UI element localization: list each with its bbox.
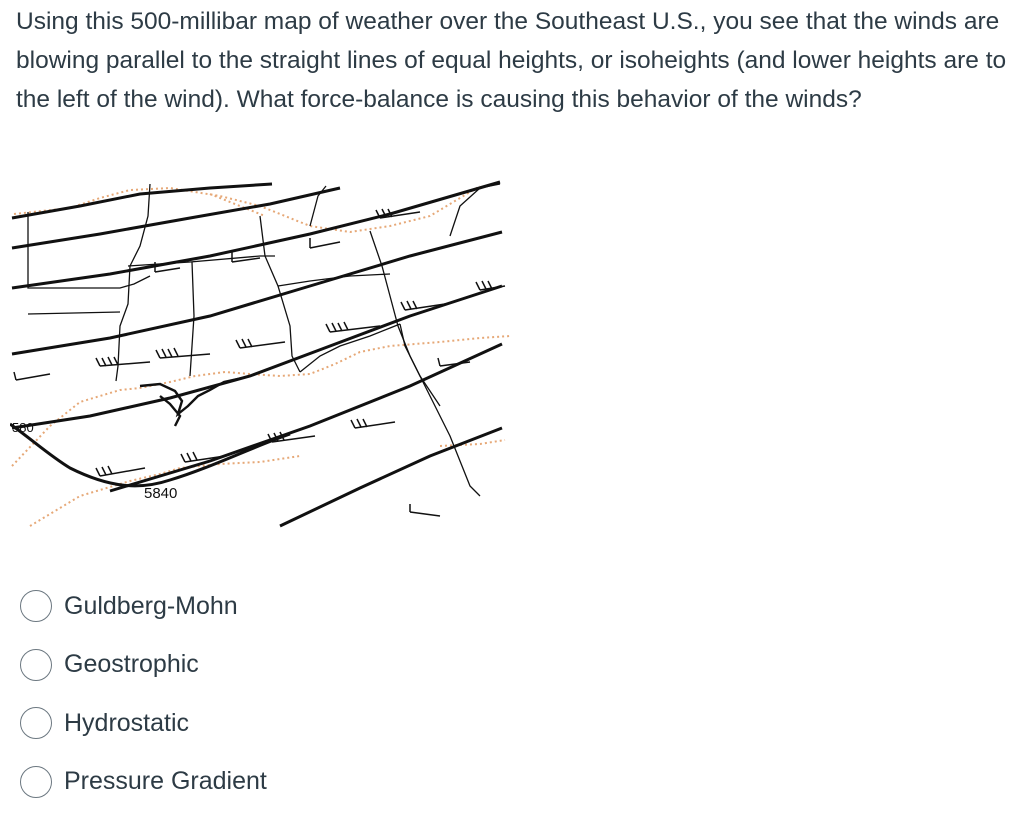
answer-label: Geostrophic bbox=[64, 650, 199, 679]
answer-options bbox=[20, 577, 420, 811]
weather-map-figure bbox=[10, 176, 510, 536]
contour-label-left: 580 bbox=[12, 420, 34, 435]
isoheight-contours bbox=[10, 182, 502, 526]
radio-button[interactable] bbox=[20, 766, 52, 798]
wind-barb bbox=[96, 466, 145, 476]
question-text: Using this 500-millibar map of weather over the Southeast U.S., you see that the winds are blowing parallel to the straight lines of equal heights, or isoheights (and lower heights are to the left of the wind). What force-balance is causing this behavior of the winds? bbox=[16, 8, 1007, 113]
wind-barb bbox=[156, 348, 210, 358]
answer-label: Guldberg-Mohn bbox=[64, 591, 238, 620]
radio-button[interactable] bbox=[20, 707, 52, 739]
wind-barb bbox=[351, 419, 395, 428]
wind-barb bbox=[181, 452, 225, 462]
answer-label: Hydrostatic bbox=[64, 708, 190, 737]
wind-barb bbox=[410, 504, 440, 516]
radio-button[interactable] bbox=[20, 590, 52, 622]
answer-option-geostrophic[interactable] bbox=[20, 636, 420, 695]
answer-label: Pressure Gradient bbox=[64, 767, 267, 796]
wind-barb bbox=[236, 339, 285, 348]
contour-label-5840: 5840 bbox=[144, 485, 178, 502]
wind-barb bbox=[14, 372, 50, 380]
answer-option-guldberg-mohn[interactable] bbox=[20, 577, 420, 636]
wind-barb bbox=[96, 357, 150, 366]
wind-barb bbox=[401, 301, 445, 310]
answer-option-pressure-gradient[interactable] bbox=[20, 753, 420, 812]
wind-barb bbox=[310, 238, 340, 248]
500mb-map-svg bbox=[10, 176, 510, 536]
answer-option-hydrostatic[interactable] bbox=[20, 694, 420, 753]
wind-barbs bbox=[14, 209, 505, 516]
radio-button[interactable] bbox=[20, 649, 52, 681]
